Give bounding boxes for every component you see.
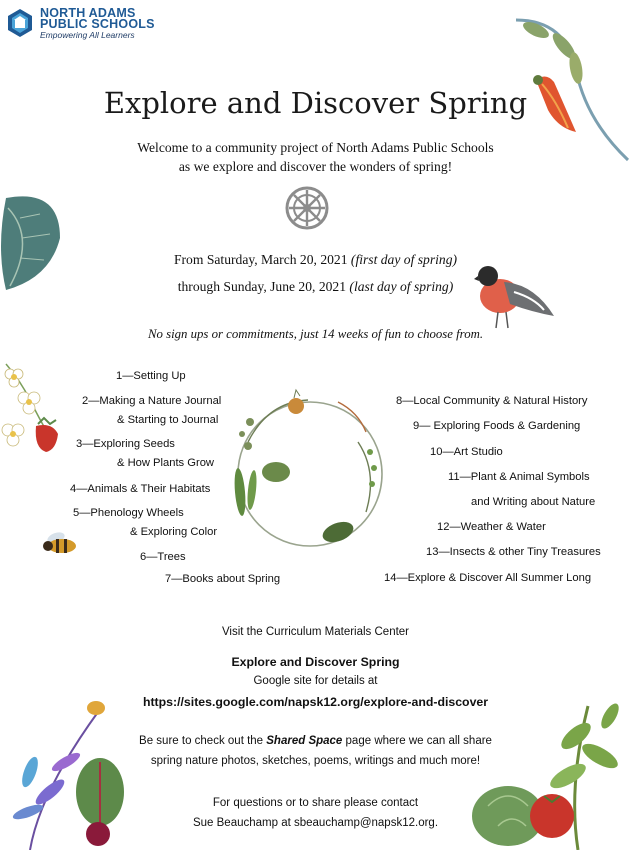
date-from: From Saturday, March 20, 2021 (first day of spring) [173, 252, 458, 267]
tulip-illustration [506, 10, 631, 160]
shared-space-line1: Be sure to check out the Shared Space page where we can all share [139, 735, 492, 747]
logo-tagline: Empowering All Learners [40, 30, 135, 40]
topic-2: 2—Making a Nature Journal [82, 395, 222, 407]
wheel-ornament-icon [285, 186, 329, 230]
topic-3-cont: & How Plants Grow [117, 457, 214, 469]
topic-1: 1—Setting Up [116, 370, 186, 382]
contact-line1: For questions or to share please contact [212, 797, 419, 809]
topic-12: 12—Weather & Water [437, 521, 546, 533]
logo-name-line2: PUBLIC SCHOOLS [40, 17, 155, 31]
page-title: Explore and Discover Spring [103, 86, 528, 120]
site-name: Explore and Discover Spring [231, 655, 400, 669]
welcome-line2: as we explore and discover the wonders of spring! [178, 159, 453, 174]
site-details: Google site for details at [253, 675, 378, 687]
date-through: through Sunday, June 20, 2021 (last day of spring) [177, 279, 454, 294]
logo-name-line1: NORTH ADAMS [40, 6, 136, 20]
topic-8: 8—Local Community & Natural History [396, 395, 588, 407]
topic-3: 3—Exploring Seeds [76, 438, 175, 450]
topic-11: 11—Plant & Animal Symbols [448, 471, 590, 483]
topic-2-cont: & Starting to Journal [117, 414, 219, 426]
topic-13: 13—Insects & other Tiny Treasures [426, 546, 601, 558]
shared-space-link[interactable]: Shared Space [266, 735, 343, 747]
topic-11-cont: and Writing about Nature [471, 496, 596, 508]
shared-space-line2: spring nature photos, sketches, poems, writings and much more! [150, 755, 481, 767]
leaf-illustration [0, 178, 70, 293]
welcome-line1: Welcome to a community project of North Adams Public Schools [137, 140, 494, 155]
topic-4: 4—Animals & Their Habitats [70, 483, 211, 495]
vine-wreath-illustration [228, 382, 394, 562]
topic-5-cont: & Exploring Color [130, 526, 218, 538]
school-logo-icon [6, 8, 34, 38]
contact-line2: Sue Beauchamp at sbeauchamp@napsk12.org. [192, 817, 439, 829]
topic-6: 6—Trees [140, 551, 186, 563]
bullfinch-bird-illustration [474, 262, 556, 334]
topic-10: 10—Art Studio [430, 446, 503, 458]
topic-14: 14—Explore & Discover All Summer Long [384, 572, 592, 584]
bee-illustration [40, 530, 80, 556]
topic-7: 7—Books about Spring [165, 573, 281, 585]
topic-9: 9— Exploring Foods & Gardening [413, 420, 581, 432]
topic-5: 5—Phenology Wheels [73, 507, 184, 519]
visit-cmc: Visit the Curriculum Materials Center [221, 626, 410, 638]
no-signup-note: No sign ups or commitments, just 14 weeks of fun to choose from. [147, 327, 484, 341]
site-url-link[interactable]: https://sites.google.com/napsk12.org/explore-and-discover [142, 695, 489, 709]
strawberry-flowers-illustration [0, 360, 66, 456]
